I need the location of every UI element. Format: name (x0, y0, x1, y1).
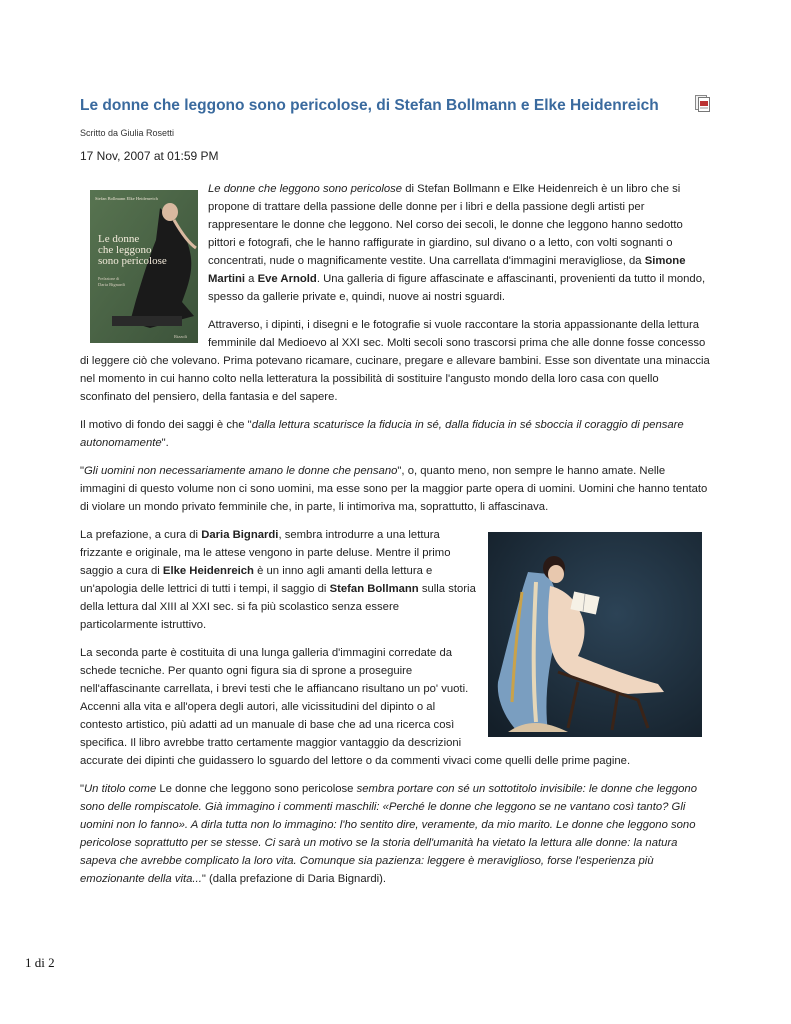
paragraph-7-open: " (80, 783, 85, 795)
page-number: 1 di 2 (25, 955, 55, 970)
paragraph-3-start: Il motivo di fondo dei saggi è che " (80, 419, 252, 431)
paragraph-4-text: ", o, quanto meno, non sempre le hanno amate. Nelle immagini di questo volume non ci sono uomini, ma esse sono per la maggior parte opera di uomini. Uomini che hanno tentato di violare un mondo privato femminile che, in parte, li intimoriva ma, soprattutto, li affascinava. (80, 465, 708, 513)
cover-preface-label: Prefazione di (98, 276, 120, 281)
article-title: Le donne che leggono sono pericolose, di Stefan Bollmann e Elke Heidenreich (80, 97, 659, 114)
painting-image (488, 532, 702, 737)
paragraph-7-italic-2: sembra portare con sé un sottotitolo invisibile: le donne che leggono sono delle rompiscatole. Già immagino i commenti maschili: «Perché le donne che leggono se ne vantano così tanto? Gli uomini non lo fanno». A dirla tutta non lo immagino: l'ho sentito dire, veramente, da mio marito. Le donne che leggono sono pericolose soprattutto per se stesse. Ci sarà un motivo se la storia dell'umanità ha vietato la lettura alle donne: la natura sapeva che avrebbe complicato la loro vita. Comunque sia pazienza: leggere è meraviglioso, forse l'esperienza più emozionante della vita... (80, 783, 697, 885)
paragraph-7-attribution: " (dalla prefazione di Daria Bignardi). (201, 873, 387, 885)
article-byline: Scritto da Giulia Rosetti (80, 128, 175, 138)
cover-title-line3: sono pericolose (98, 255, 167, 267)
paragraph-1-conj: a (245, 273, 258, 285)
paragraph-5-start: La prefazione, a cura di (80, 529, 202, 541)
paragraph-1-text: di Stefan Bollmann e Elke Heidenreich è un libro che si propone di trattare della passione delle donne per i libri e della passione degli artisti per rappresentare le donne che leggono. Nel corso dei secoli, le donne che leggono hanno sedotto pittori e fotografi, che le hanno raffigurate in giardino, sul divano o a letto, con volti sognanti o concentrati, nude o magnificamente vestite. Una carrellata d'immagini meravigliose, da (208, 183, 683, 267)
name-eve-arnold: Eve Arnold (257, 273, 317, 285)
paragraph-1-end: . Una galleria di figure affascinate e affascinanti, provenienti da tutto il mondo, spesso da gallerie private e, quindi, nuove ai nostri sguardi. (208, 273, 706, 303)
book-title-italic: Le donne che leggono sono pericolose (208, 183, 403, 195)
paragraph-7-italic-1: Un titolo come (84, 783, 157, 795)
name-stefan-bollmann: Stefan Bollmann (329, 583, 419, 595)
name-daria-bignardi: Daria Bignardi (201, 529, 279, 541)
paragraph-4-quote: Gli uomini non necessariamente amano le donne che pensano (84, 465, 398, 477)
paragraph-4-open: " (80, 465, 85, 477)
paragraph-2: Attraverso, i dipinti, i disegni e le fotografie si vuole raccontare la storia appassionante della lettura femminile dal Medioevo al XXI sec. Molti secoli sono trascorsi prima che alle donne fosse concesso di leggere ciò che volevano. Prima potevano ricamare, cucinare, pregare e allevare bambini. Esse son diventate una minaccia nel momento in cui hanno colto nella letteratura la possibilità di sostituire l'angusto mondo della loro casa con quello sconfinato del pensiero, della fantasia e del sapere. (80, 319, 710, 403)
cover-title-line2: che leggono (98, 244, 152, 256)
paragraph-4 (80, 462, 710, 516)
cover-preface-name: Daria Bignardi (98, 282, 125, 287)
paragraph-5-mid2: è un inno agli amanti della lettura e un'apologia delle lettrici di tutti i tempi, il saggio di (80, 565, 433, 595)
name-elke-heidenreich: Elke Heidenreich (162, 565, 254, 577)
paragraph-6: La seconda parte è costituita di una lunga galleria d'immagini corredate da schede tecniche. Per quanto ogni figura sia di sprone a proseguire nell'affascinante carrellata, i brevi testi che le affiancano risultano un po' vuoti. Accenni alla vita e all'opera degli autori, alle vicissitudini del dipinto o al contesto artistico, più adatti ad un manuale di base che ad una ricerca così specifica. Il libro avrebbe tratto certamente maggior vantaggio da descrizioni accurate dei dipinti che guidassero lo sguardo del lettore o da commenti vivaci come quelli delle prime pagine. (80, 647, 631, 767)
paragraph-7-title: Le donne che leggono sono pericolose (156, 783, 357, 795)
paragraph-5-mid: , sembra introdurre a una lettura frizzante e originale, ma le attese vengono in parte deluse. Mentre il primo saggio a cura di (80, 529, 451, 577)
cover-publisher: Rizzoli (174, 334, 187, 339)
article-date: 17 Nov, 2007 at 01:59 PM (80, 149, 219, 163)
cover-authors: Stefan Bollmann Elke Heidenreich (95, 196, 158, 201)
paragraph-5-end: sulla storia della lettura dal XIII al XXI sec. si fa più scolastico senza essere particolarmente istruttivo. (80, 583, 476, 631)
name-simone-martini: Simone Martini (208, 255, 686, 285)
pdf-icon[interactable] (695, 95, 710, 112)
paragraph-3 (80, 416, 710, 452)
paragraph-3-quote: dalla lettura scaturisce la fiducia in sé, dalla fiducia in sé sboccia il coraggio di pensare autonomamente (80, 419, 684, 449)
paragraph-3-end: ". (161, 437, 169, 449)
paragraph-7 (80, 780, 710, 888)
book-cover-image (90, 190, 198, 343)
cover-title-line1: Le donne (98, 233, 140, 245)
article-body (80, 180, 710, 898)
